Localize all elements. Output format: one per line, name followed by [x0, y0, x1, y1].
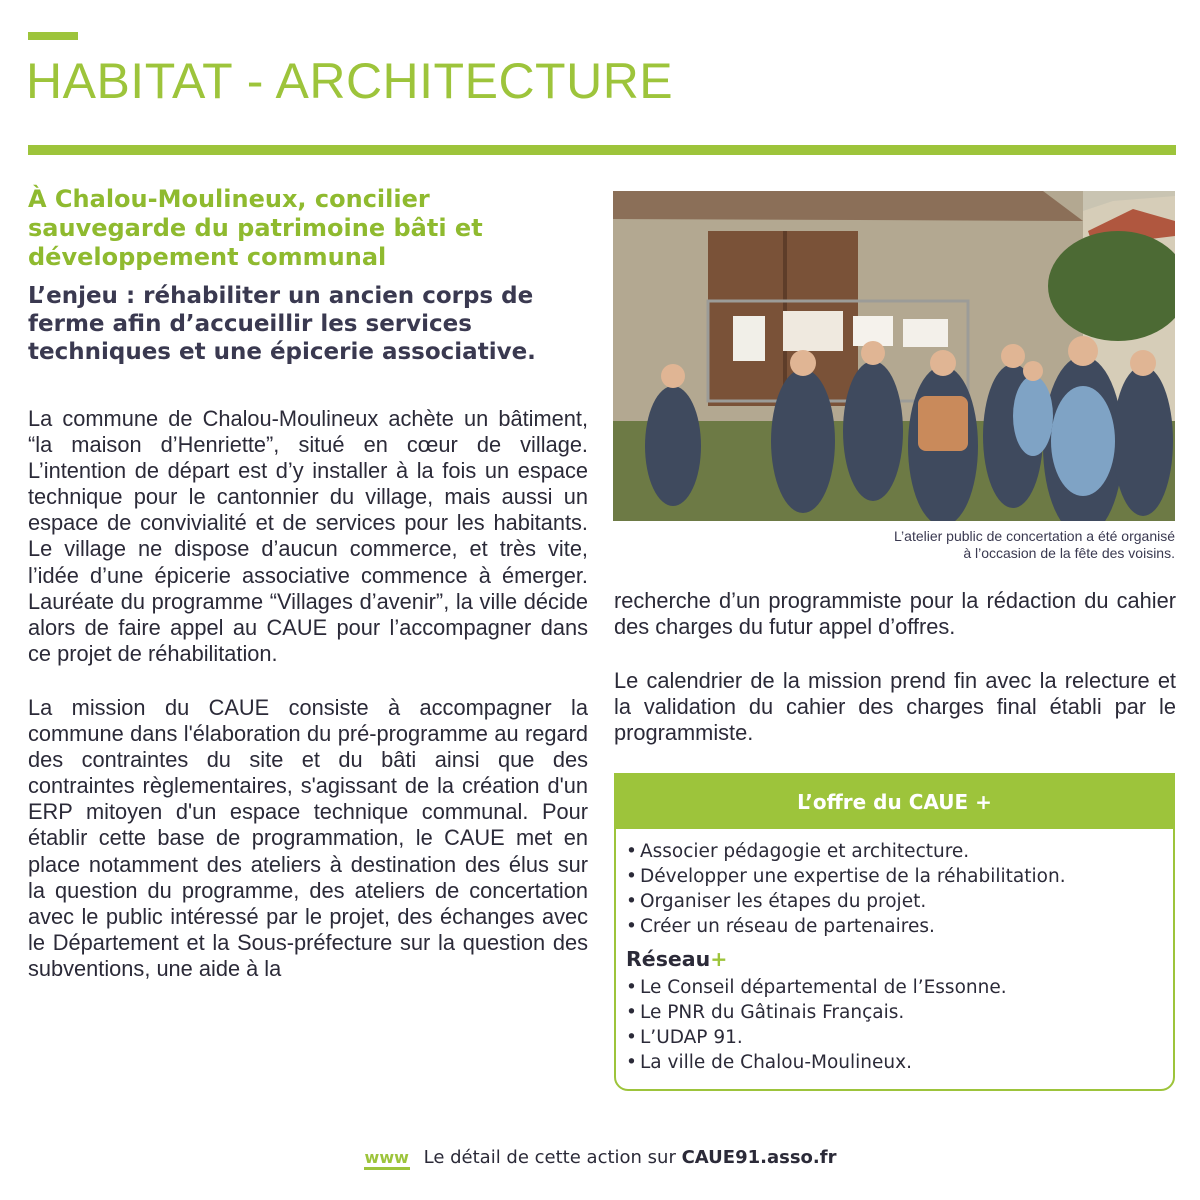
article-title: À Chalou-Moulineux, concilier sauvegarde du patrimoine bâti et développement communal	[28, 185, 483, 271]
bullet-icon: •	[626, 916, 637, 937]
bullet-icon: •	[626, 1027, 637, 1048]
bullet-icon: •	[626, 1052, 637, 1073]
accent-bar	[28, 32, 78, 40]
article-paragraph-4: Le calendrier de la mission prend fin avec la relecture et la validation du cahier des charges final établi par le programmiste.	[614, 668, 1176, 746]
offer-item-label: Créer un réseau de partenaires.	[640, 916, 935, 937]
article-right-column	[614, 588, 1176, 746]
photo-caption-line-2: à l’occasion de la fête des voisins.	[963, 545, 1175, 561]
footer	[0, 1147, 1200, 1170]
article-stake: L’enjeu : réhabiliter un ancien corps de ferme afin d’accueillir les services techniques et une épicerie associative.	[28, 283, 536, 365]
article-left-column	[28, 185, 588, 982]
offer-item	[626, 914, 1173, 939]
bullet-icon: •	[626, 977, 637, 998]
offer-box	[614, 773, 1175, 1091]
plus-icon: +	[710, 947, 728, 971]
offer-item-label: Développer une expertise de la réhabilitation.	[640, 866, 1066, 887]
network-item-label: La ville de Chalou-Moulineux.	[640, 1052, 912, 1073]
network-item	[626, 1000, 1173, 1025]
network-item-label: L’UDAP 91.	[640, 1027, 743, 1048]
footer-text: Le détail de cette action sur	[423, 1147, 676, 1168]
offer-item	[626, 839, 1173, 864]
network-list	[616, 975, 1173, 1075]
offer-item-label: Associer pédagogie et architecture.	[640, 841, 970, 862]
bullet-icon: •	[626, 1002, 637, 1023]
photo-caption	[613, 528, 1175, 562]
offer-item-label: Organiser les étapes du projet.	[640, 891, 927, 912]
section-divider	[28, 145, 1176, 155]
bullet-icon: •	[626, 866, 637, 887]
photo-illustration	[613, 191, 1175, 521]
network-title-label: Réseau	[626, 947, 711, 971]
offer-list	[616, 839, 1173, 939]
offer-item	[626, 864, 1173, 889]
network-item	[626, 975, 1173, 1000]
offer-box-title: L’offre du CAUE +	[616, 775, 1173, 829]
network-item-label: Le PNR du Gâtinais Français.	[640, 1002, 905, 1023]
article-paragraph-3: recherche d’un programmiste pour la rédaction du cahier des charges du futur appel d’offres.	[614, 588, 1176, 640]
bullet-icon: •	[626, 841, 637, 862]
article-paragraph-1: La commune de Chalou-Moulineux achète un bâtiment, “la maison d’Henriette”, situé en cœur de village. L’intention de départ est d’y installer à la fois un espace technique pour le cantonnier du village, mais aussi un espace de convivialité et de services pour les habitants. Le village ne dispose d’aucun commerce, et très vite, l’idée d’une épicerie associative commence à émerger. Lauréate du programme “Villages d’avenir”, la ville décide alors de faire appel au CAUE pour l’accompagner dans ce projet de réhabilitation.	[28, 406, 588, 666]
network-item	[626, 1025, 1173, 1050]
section-title: HABITAT - ARCHITECTURE	[26, 53, 674, 109]
network-title	[626, 947, 1173, 971]
photo-caption-line-1: L’atelier public de concertation a été organisé	[894, 528, 1175, 544]
photo-concertation-workshop	[613, 191, 1175, 521]
offer-item	[626, 889, 1173, 914]
bullet-icon: •	[626, 891, 637, 912]
footer-website-link[interactable]: CAUE91.asso.fr	[681, 1147, 837, 1168]
www-icon: www	[364, 1149, 410, 1170]
network-item	[626, 1050, 1173, 1075]
article-paragraph-2: La mission du CAUE consiste à accompagner la commune dans l'élaboration du pré-programme au regard des contraintes du site et du bâti ainsi que des contraintes règlementaires, s'agissant de la création d'un ERP mitoyen d'un espace technique communal. Pour établir cette base de programmation, le CAUE met en place notamment des ateliers à destination des élus sur la question du programme, des ateliers de concertation avec le public intéressé par le projet, des échanges avec le Département et la Sous-préfecture sur la question des subventions, une aide à la	[28, 694, 588, 981]
network-item-label: Le Conseil départemental de l’Essonne.	[640, 977, 1007, 998]
